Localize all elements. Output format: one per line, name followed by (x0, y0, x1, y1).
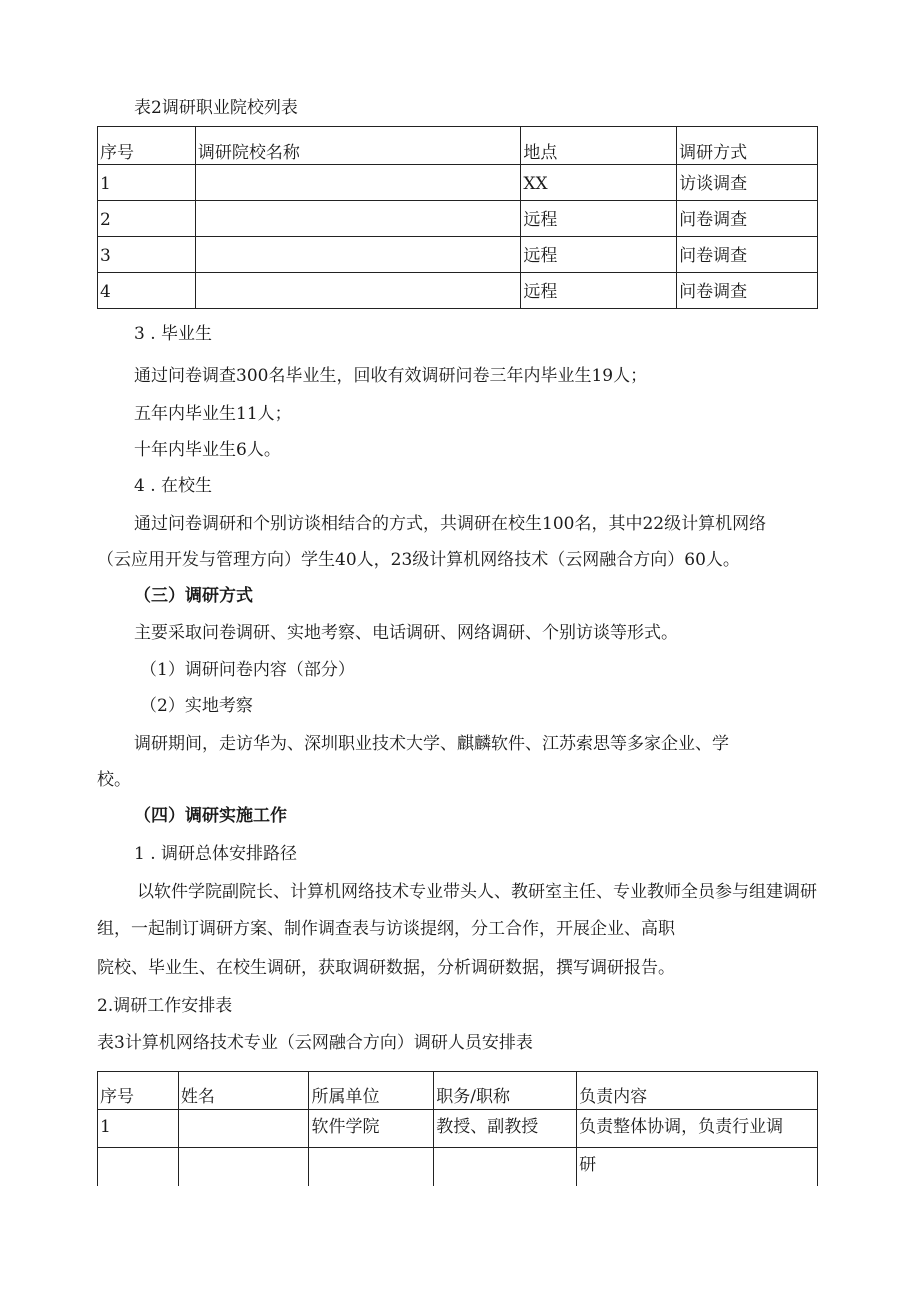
section4-paragraph-line: 以软件学院副院长、计算机网络技术专业带头人、教研室主任、专业教师全员参与组建调研 (137, 882, 817, 902)
table2-caption: 表2调研职业院校列表 (134, 98, 298, 118)
table-cell: 软件学院 (309, 1110, 434, 1148)
table2-header-cell: 地点 (521, 127, 677, 165)
visit-text-line: 校。 (97, 770, 131, 790)
section4-paragraph-line: 院校、毕业生、在校生调研，获取调研数据，分析调研数据，撰写调研报告。 (97, 958, 675, 978)
table3-header-cell: 姓名 (178, 1072, 309, 1110)
table-row (98, 201, 818, 237)
table-cell: 教授、副教授 (434, 1110, 577, 1148)
table-cell (98, 1148, 179, 1186)
table3-header-cell: 职务/职称 (434, 1072, 577, 1110)
section3-intro: 主要采取问卷调研、实地考察、电话调研、网络调研、个别访谈等形式。 (134, 623, 678, 643)
table-row (98, 1110, 818, 1148)
table2-header-cell: 序号 (98, 127, 196, 165)
table-cell: 3 (98, 237, 196, 273)
table-cell (195, 273, 521, 309)
table-row (98, 237, 818, 273)
table-cell: 1 (98, 1110, 179, 1148)
table3-caption: 表3计算机网络技术专业（云网融合方向）调研人员安排表 (97, 1033, 533, 1053)
graduates-line: 五年内毕业生11人； (134, 404, 292, 424)
table2 (97, 126, 818, 309)
table-cell: 问卷调查 (677, 273, 818, 309)
table-row (98, 165, 818, 201)
table-cell: 远程 (521, 237, 677, 273)
table2-header-cell: 调研院校名称 (195, 127, 521, 165)
graduates-line: 十年内毕业生6人。 (134, 440, 281, 460)
section4-paragraph-line: 组，一起制订调研方案、制作调查表与访谈提纲，分工合作，开展企业、高职 (97, 919, 675, 939)
table-cell (195, 237, 521, 273)
section4-subheading: 1 . 调研总体安排路径 (134, 844, 298, 864)
table2-header-cell: 调研方式 (677, 127, 818, 165)
section4-heading: （四）调研实施工作 (134, 806, 287, 826)
section3-heading: （三）调研方式 (134, 586, 253, 606)
table-cell: 1 (98, 165, 196, 201)
table-row (98, 1148, 818, 1186)
table-cell: 2 (98, 201, 196, 237)
table-cell (434, 1148, 577, 1186)
table2-header-row (98, 127, 818, 165)
students-line: （云应用开发与管理方向）学生40人，23级计算机网络技术（云网融合方向）60人。 (97, 550, 740, 570)
table-cell (309, 1148, 434, 1186)
students-heading: 4 . 在校生 (134, 476, 213, 496)
graduates-heading: 3 . 毕业生 (134, 324, 213, 344)
section4-subheading: 2.调研工作安排表 (97, 996, 233, 1016)
table-cell: 负责整体协调，负责行业调 (577, 1110, 818, 1148)
table3-header-cell: 所属单位 (309, 1072, 434, 1110)
table-cell (178, 1148, 309, 1186)
table3-header-cell: 负责内容 (577, 1072, 818, 1110)
visit-text-line: 调研期间，走访华为、深圳职业技术大学、麒麟软件、江苏索思等多家企业、学 (134, 734, 729, 754)
table-cell: 远程 (521, 273, 677, 309)
table-cell (178, 1110, 309, 1148)
section3-item: （2）实地考察 (140, 696, 253, 716)
table3-header-row (98, 1072, 818, 1110)
table3 (97, 1071, 818, 1186)
table-cell: 研 (577, 1148, 818, 1186)
section3-item: （1）调研问卷内容（部分） (140, 660, 355, 680)
table-cell: 问卷调查 (677, 237, 818, 273)
table-cell: 问卷调查 (677, 201, 818, 237)
table-cell: 访谈调查 (677, 165, 818, 201)
table-cell: XX (521, 165, 677, 201)
graduates-line: 通过问卷调查300名毕业生，回收有效调研问卷三年内毕业生19人； (134, 366, 648, 386)
table-row (98, 273, 818, 309)
table-cell (195, 165, 521, 201)
students-line: 通过问卷调研和个别访谈相结合的方式，共调研在校生100名，其中22级计算机网络 (134, 514, 767, 534)
table-cell (195, 201, 521, 237)
table-cell: 远程 (521, 201, 677, 237)
table-cell: 4 (98, 273, 196, 309)
table3-header-cell: 序号 (98, 1072, 179, 1110)
